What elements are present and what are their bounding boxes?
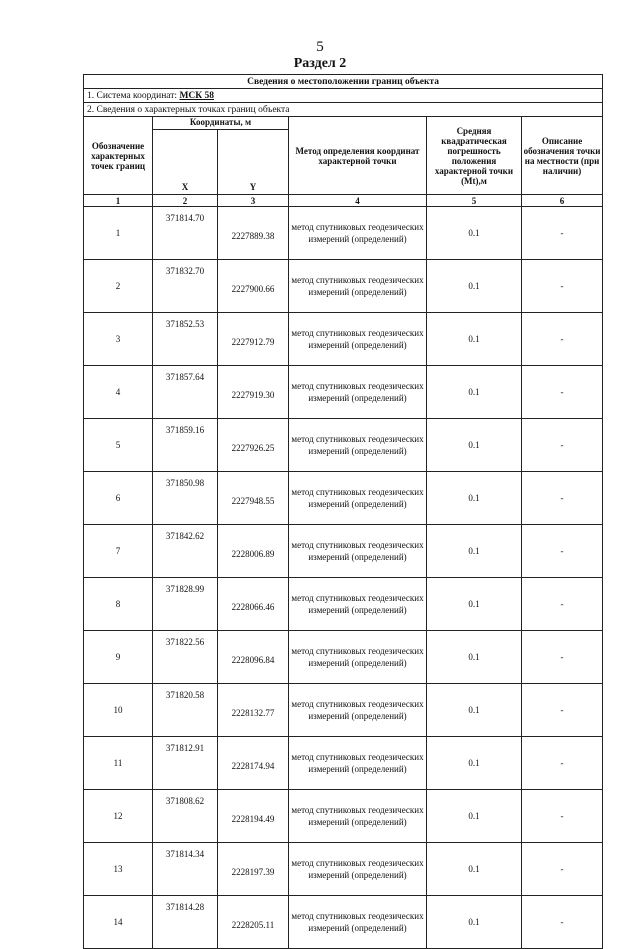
error-value: 0.1 (427, 684, 522, 737)
method: метод спутниковых геодезических измерений (определений) (289, 790, 427, 843)
method: метод спутниковых геодезических измерений (определений) (289, 313, 427, 366)
point-number: 3 (84, 313, 153, 366)
point-number: 10 (84, 684, 153, 737)
x-coordinate: 371814.28 (153, 896, 218, 949)
y-coordinate: 2228006.89 (218, 525, 289, 578)
description: - (522, 790, 603, 843)
y-coordinate: 2227912.79 (218, 313, 289, 366)
coord-system-value: МСК 58 (179, 90, 215, 101)
table-title: Сведения о местоположении границ объекта (84, 75, 603, 89)
method: метод спутниковых геодезических измерений (определений) (289, 260, 427, 313)
description: - (522, 260, 603, 313)
method: метод спутниковых геодезических измерений (определений) (289, 207, 427, 260)
table-row (84, 260, 603, 313)
table-row (84, 737, 603, 790)
description: - (522, 631, 603, 684)
x-coordinate: 371822.56 (153, 631, 218, 684)
coord-system-row (84, 89, 603, 103)
x-coordinate: 371814.34 (153, 843, 218, 896)
error-value: 0.1 (427, 419, 522, 472)
table-row (84, 525, 603, 578)
error-value: 0.1 (427, 366, 522, 419)
method: метод спутниковых геодезических измерений (определений) (289, 737, 427, 790)
header-error: Средняя квадратическая погрешность положения характерной точки (Mt),м (427, 117, 522, 195)
table-row (84, 313, 603, 366)
error-value: 0.1 (427, 207, 522, 260)
table-row (84, 472, 603, 525)
error-value: 0.1 (427, 737, 522, 790)
description: - (522, 578, 603, 631)
description: - (522, 737, 603, 790)
coord-system-label: 1. Система координат: (87, 90, 178, 101)
point-number: 9 (84, 631, 153, 684)
error-value: 0.1 (427, 631, 522, 684)
header-x: X (153, 130, 218, 195)
y-coordinate: 2228066.46 (218, 578, 289, 631)
method: метод спутниковых геодезических измерений (определений) (289, 684, 427, 737)
page-number: 5 (316, 39, 324, 55)
point-number: 6 (84, 472, 153, 525)
method: метод спутниковых геодезических измерений (определений) (289, 896, 427, 949)
point-number: 8 (84, 578, 153, 631)
x-coordinate: 371820.58 (153, 684, 218, 737)
header-description: Описание обозначения точки на местности (при наличии) (522, 117, 603, 195)
header-coordinates: Координаты, м (153, 117, 289, 130)
table-row (84, 207, 603, 260)
error-value: 0.1 (427, 790, 522, 843)
error-value: 0.1 (427, 472, 522, 525)
header-row-1 (84, 117, 603, 130)
header-y: Y (218, 130, 289, 195)
column-number: 4 (289, 195, 427, 207)
description: - (522, 525, 603, 578)
column-number: 6 (522, 195, 603, 207)
method: метод спутниковых геодезических измерений (определений) (289, 578, 427, 631)
y-coordinate: 2227900.66 (218, 260, 289, 313)
table-row (84, 790, 603, 843)
x-coordinate: 371859.16 (153, 419, 218, 472)
method: метод спутниковых геодезических измерений (определений) (289, 525, 427, 578)
section-title: Раздел 2 (293, 56, 347, 71)
x-coordinate: 371842.62 (153, 525, 218, 578)
table-row (84, 419, 603, 472)
y-coordinate: 2227926.25 (218, 419, 289, 472)
method: метод спутниковых геодезических измерений (определений) (289, 472, 427, 525)
x-coordinate: 371857.64 (153, 366, 218, 419)
header-designation: Обозначение характерных точек границ (84, 117, 153, 195)
description: - (522, 843, 603, 896)
y-coordinate: 2228205.11 (218, 896, 289, 949)
x-coordinate: 371828.99 (153, 578, 218, 631)
point-number: 11 (84, 737, 153, 790)
table-row (84, 843, 603, 896)
description: - (522, 313, 603, 366)
column-number: 1 (84, 195, 153, 207)
y-coordinate: 2227889.38 (218, 207, 289, 260)
error-value: 0.1 (427, 578, 522, 631)
table-row (84, 896, 603, 949)
point-number: 4 (84, 366, 153, 419)
points-label-row (84, 103, 603, 117)
column-number: 3 (218, 195, 289, 207)
point-number: 7 (84, 525, 153, 578)
table-row (84, 631, 603, 684)
x-coordinate: 371812.91 (153, 737, 218, 790)
error-value: 0.1 (427, 843, 522, 896)
description: - (522, 207, 603, 260)
y-coordinate: 2228194.49 (218, 790, 289, 843)
table-title-row (84, 75, 603, 89)
x-coordinate: 371814.70 (153, 207, 218, 260)
description: - (522, 896, 603, 949)
boundary-points-table (83, 74, 603, 949)
description: - (522, 366, 603, 419)
point-number: 13 (84, 843, 153, 896)
table-row (84, 578, 603, 631)
table-row (84, 366, 603, 419)
error-value: 0.1 (427, 525, 522, 578)
method: метод спутниковых геодезических измерений (определений) (289, 419, 427, 472)
point-number: 5 (84, 419, 153, 472)
point-number: 12 (84, 790, 153, 843)
y-coordinate: 2228197.39 (218, 843, 289, 896)
y-coordinate: 2227948.55 (218, 472, 289, 525)
header-method: Метод определения координат характерной точки (289, 117, 427, 195)
y-coordinate: 2228132.77 (218, 684, 289, 737)
error-value: 0.1 (427, 260, 522, 313)
x-coordinate: 371850.98 (153, 472, 218, 525)
description: - (522, 419, 603, 472)
x-coordinate: 371832.70 (153, 260, 218, 313)
x-coordinate: 371852.53 (153, 313, 218, 366)
point-number: 2 (84, 260, 153, 313)
method: метод спутниковых геодезических измерений (определений) (289, 631, 427, 684)
x-coordinate: 371808.62 (153, 790, 218, 843)
method: метод спутниковых геодезических измерений (определений) (289, 366, 427, 419)
point-number: 14 (84, 896, 153, 949)
y-coordinate: 2228096.84 (218, 631, 289, 684)
y-coordinate: 2228174.94 (218, 737, 289, 790)
description: - (522, 684, 603, 737)
error-value: 0.1 (427, 896, 522, 949)
column-number: 2 (153, 195, 218, 207)
coord-system (84, 89, 603, 103)
y-coordinate: 2227919.30 (218, 366, 289, 419)
points-label: 2. Сведения о характерных точках границ объекта (84, 103, 603, 117)
point-number: 1 (84, 207, 153, 260)
method: метод спутниковых геодезических измерений (определений) (289, 843, 427, 896)
column-number: 5 (427, 195, 522, 207)
table-row (84, 684, 603, 737)
column-numbers-row (84, 195, 603, 207)
error-value: 0.1 (427, 313, 522, 366)
description: - (522, 472, 603, 525)
